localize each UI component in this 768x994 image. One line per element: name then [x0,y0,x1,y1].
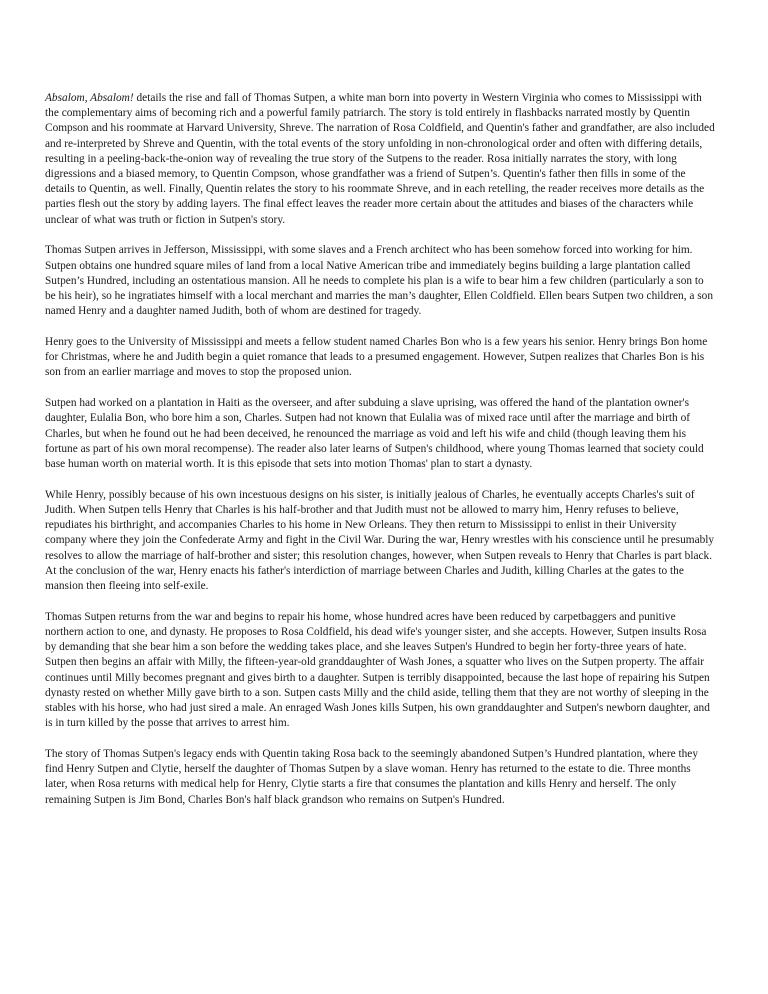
document-body [45,91,716,823]
paragraph-6: Thomas Sutpen returns from the war and begins to repair his home, whose hundred acres have been reduced by carpetbaggers and punitive northern action to one, and dynasty. He proposes to Rosa Coldfield, his dead wife's younger sister, and she accepts. However, Sutpen insults Rosa by demanding that she bear him a son before the wedding takes place, and she leaves Sutpen's Hundred to begin her forty-three years of hate. Sutpen then begins an affair with Milly, the fifteen-year-old granddaughter of Wash Jones, a squatter who lives on the Sutpen property. The affair continues until Milly becomes pregnant and gives birth to a daughter. Sutpen is terribly disappointed, because the last hope of repairing his Sutpen dynasty rested on whether Milly gave birth to a son. Sutpen casts Milly and the child aside, telling them that they are not worthy of sleeping in the stables with his horse, who had just sired a male. An enraged Wash Jones kills Sutpen, his own granddaughter and Sutpen's newborn daughter, and is in turn killed by the posse that arrives to arrest him. [45,610,710,730]
paragraph-7: The story of Thomas Sutpen's legacy ends with Quentin taking Rosa back to the seemingly abandoned Sutpen’s Hundred plantation, where they find Henry Sutpen and Clytie, herself the daughter of Thomas Sutpen by a slave woman. Henry has returned to the estate to die. Three months later, when Rosa returns with medical help for Henry, Clytie starts a fire that consumes the plantation and kills Henry and herself. The only remaining Sutpen is Jim Bond, Charles Bon's half black grandson who remains on Sutpen's Hundred. [45,748,699,806]
paragraph-3: Henry goes to the University of Mississippi and meets a fellow student named Charles Bon who is a few years his senior. Henry brings Bon home for Christmas, where he and Judith begin a quiet romance that leads to a presumed engagement. However, Sutpen realizes that Charles Bon is his son from an earlier marriage and moves to stop the proposed union. [45,336,708,379]
paragraph-5: While Henry, possibly because of his own incestuous designs on his sister, is initially jealous of Charles, he eventually accepts Charles's suit of Judith. When Sutpen tells Henry that Charles is his half-brother and that Judith must not be allowed to marry him, Henry refuses to believe, repudiates his birthright, and accompanies Charles to his home in New Orleans. They then return to Mississippi to enlist in their University company where they join the Confederate Army and fight in the Civil War. During the war, Henry wrestles with his conscience until he presumably resolves to allow the marriage of half-brother and sister; this resolution changes, however, when Sutpen reveals to Henry that Charles is part black. At the conclusion of the war, Henry enacts his father's interdiction of marriage between Charles and Judith, killing Charles at the gates to the mansion then fleeing into self-exile. [45,488,715,593]
paragraph-4: Sutpen had worked on a plantation in Haiti as the overseer, and after subduing a slave uprising, was offered the hand of the plantation owner's daughter, Eulalia Bon, who bore him a son, Charles. Sutpen had not known that Eulalia was of mixed race until after the marriage and birth of Charles, but when he found out he had been deceived, he renounced the marriage as void and left his wife and child (though leaving them his fortune as part of his own moral recompense). The reader also later learns of Sutpen's childhood, where young Thomas learned that society could base human worth on material worth. It is this episode that sets into motion Thomas' plan to start a dynasty. [45,397,704,471]
paragraph-2: Thomas Sutpen arrives in Jefferson, Mississippi, with some slaves and a French architect who has been somehow forced into working for him. Sutpen obtains one hundred square miles of land from a local Native American tribe and immediately begins building a large plantation called Sutpen’s Hundred, including an ostentatious mansion. All he needs to complete his plan is a wife to bear him a few children (particularly a son to be his heir), so he ingratiates himself with a local merchant and marries the man’s daughter, Ellen Coldfield. Ellen bears Sutpen two children, a son named Henry and a daughter named Judith, both of whom are destined for tragedy. [45,244,714,318]
paragraph-1 [45,91,716,228]
novel-title: Absalom, Absalom! [45,92,134,104]
paragraph-1-text: details the rise and fall of Thomas Sutpen, a white man born into poverty in Western Virginia who comes to Mississippi with the complementary aims of becoming rich and a powerful family patriarch. The story is told entirely in flashbacks narrated mostly by Quentin Compson and his roommate at Harvard University, Shreve. The narration of Rosa Coldfield, and Quentin's father and grandfather, are also included and re-interpreted by Shreve and Quentin, with the total events of the story unfolding in non-chronological order and often with differing details, resulting in a peeling-back-the-onion way of revealing the true story of the Sutpens to the reader. Rosa initially narrates the story, with long digressions and a biased memory, to Quentin Compson, whose grandfather was a friend of Sutpen’s. Quentin's father then fills in some of the details to Quentin, as well. Finally, Quentin relates the story to his roommate Shreve, and in each retelling, the reader receives more details as the parties flesh out the story by adding layers. The final effect leaves the reader more certain about the attitudes and biases of the characters while unclear of what was truth or fiction in Sutpen's story. [45,92,715,226]
